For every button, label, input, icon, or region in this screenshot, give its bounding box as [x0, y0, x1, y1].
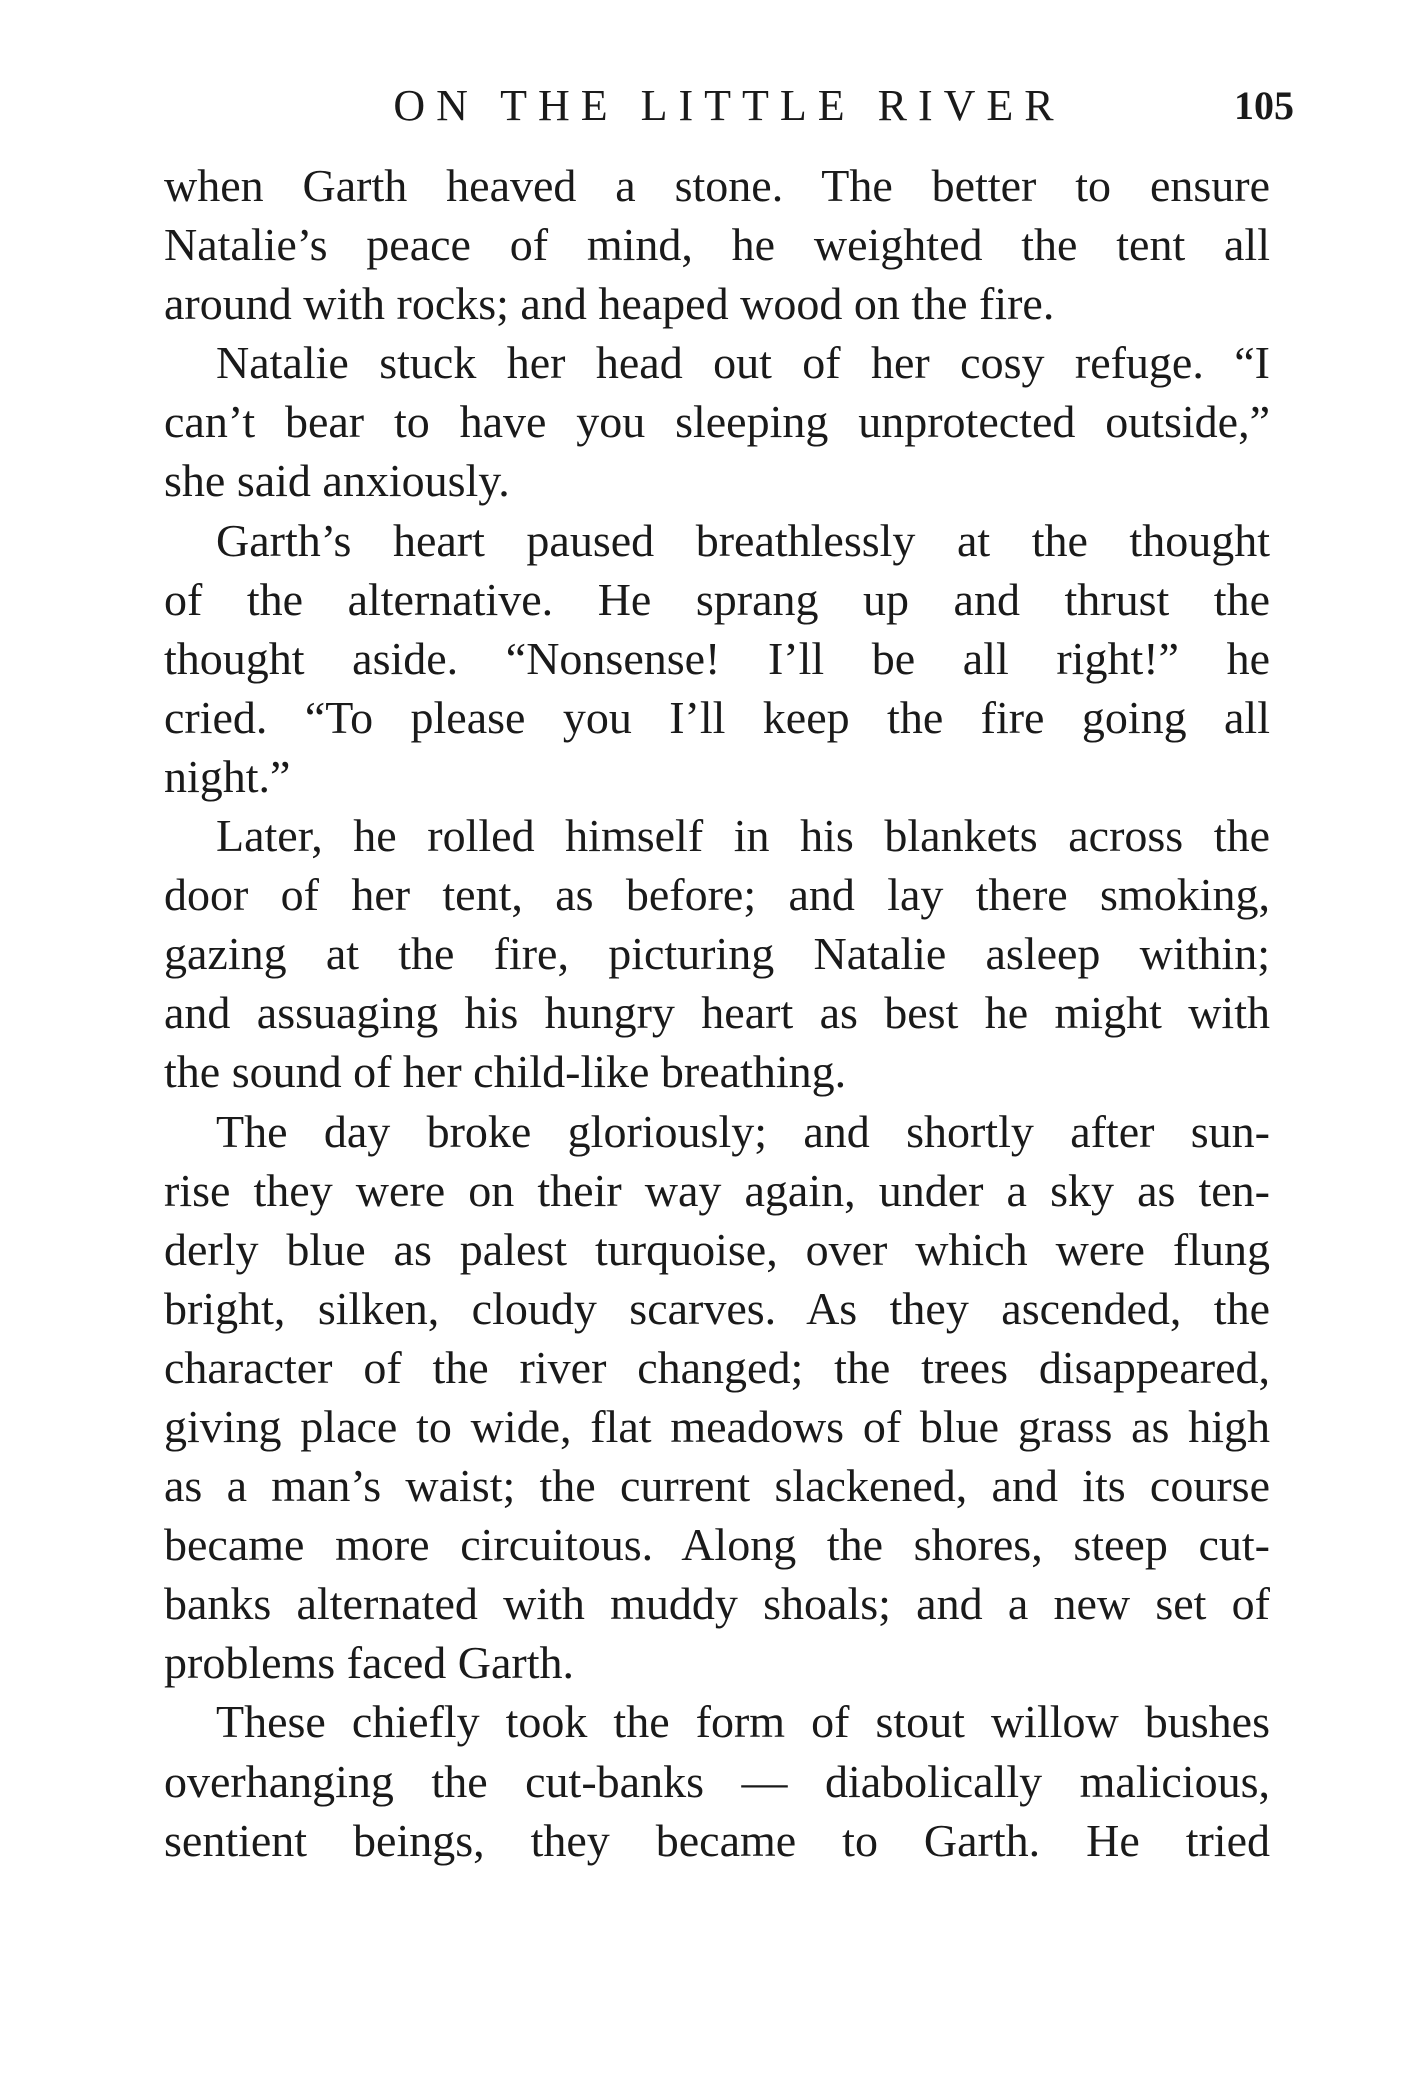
text-line: night.”	[164, 750, 291, 802]
text-line: as a man’s waist; the current slackened, and its course	[164, 1460, 1270, 1512]
text-line: can’t bear to have you sleeping unprotected outside,”	[164, 396, 1270, 448]
running-title: ON THE LITTLE RIVER	[393, 81, 1065, 130]
text-line: around with rocks; and heaped wood on the fire.	[164, 278, 1055, 330]
page-number: 105	[1234, 83, 1294, 128]
text-line: These chiefly took the form of stout willow bushes	[216, 1696, 1270, 1748]
running-head	[164, 78, 1294, 134]
text-line: Natalie stuck her head out of her cosy refuge. “I	[216, 337, 1270, 389]
text-line: cried. “To please you I’ll keep the fire going all	[164, 691, 1270, 743]
text-line: gazing at the fire, picturing Natalie asleep within;	[164, 928, 1270, 980]
text-line: problems faced Garth.	[164, 1637, 575, 1689]
text-line: became more circuitous. Along the shores, steep cut-	[164, 1519, 1270, 1571]
text-line: bright, silken, cloudy scarves. As they ascended, the	[164, 1282, 1270, 1334]
text-line: she said anxiously.	[164, 455, 510, 507]
text-line: when Garth heaved a stone. The better to ensure	[164, 160, 1270, 211]
text-line: Natalie’s peace of mind, he weighted the tent all	[164, 219, 1270, 271]
text-line: character of the river changed; the trees disappeared,	[164, 1341, 1270, 1393]
text-line: the sound of her child-like breathing.	[164, 1046, 847, 1098]
text-line: overhanging the cut-banks — diabolically malicious,	[164, 1755, 1270, 1807]
text-line: giving place to wide, flat meadows of blue grass as high	[164, 1400, 1270, 1452]
body-text	[164, 156, 1270, 1870]
text-line: of the alternative. He sprang up and thrust the	[164, 573, 1270, 625]
text-line: Garth’s heart paused breathlessly at the thought	[216, 514, 1270, 566]
text-line: rise they were on their way again, under a sky as ten-	[164, 1164, 1270, 1216]
text-line: door of her tent, as before; and lay there smoking,	[164, 869, 1270, 921]
text-line: thought aside. “Nonsense! I’ll be all right!” he	[164, 632, 1270, 684]
text-line: and assuaging his hungry heart as best he might with	[164, 987, 1270, 1039]
text-line: banks alternated with muddy shoals; and a new set of	[164, 1578, 1270, 1630]
text-line: Later, he rolled himself in his blankets across the	[216, 810, 1270, 862]
text-line: derly blue as palest turquoise, over which were flung	[164, 1223, 1270, 1275]
text-line: sentient beings, they became to Garth. He tried	[164, 1814, 1270, 1866]
text-line: The day broke gloriously; and shortly after sun-	[216, 1105, 1270, 1157]
